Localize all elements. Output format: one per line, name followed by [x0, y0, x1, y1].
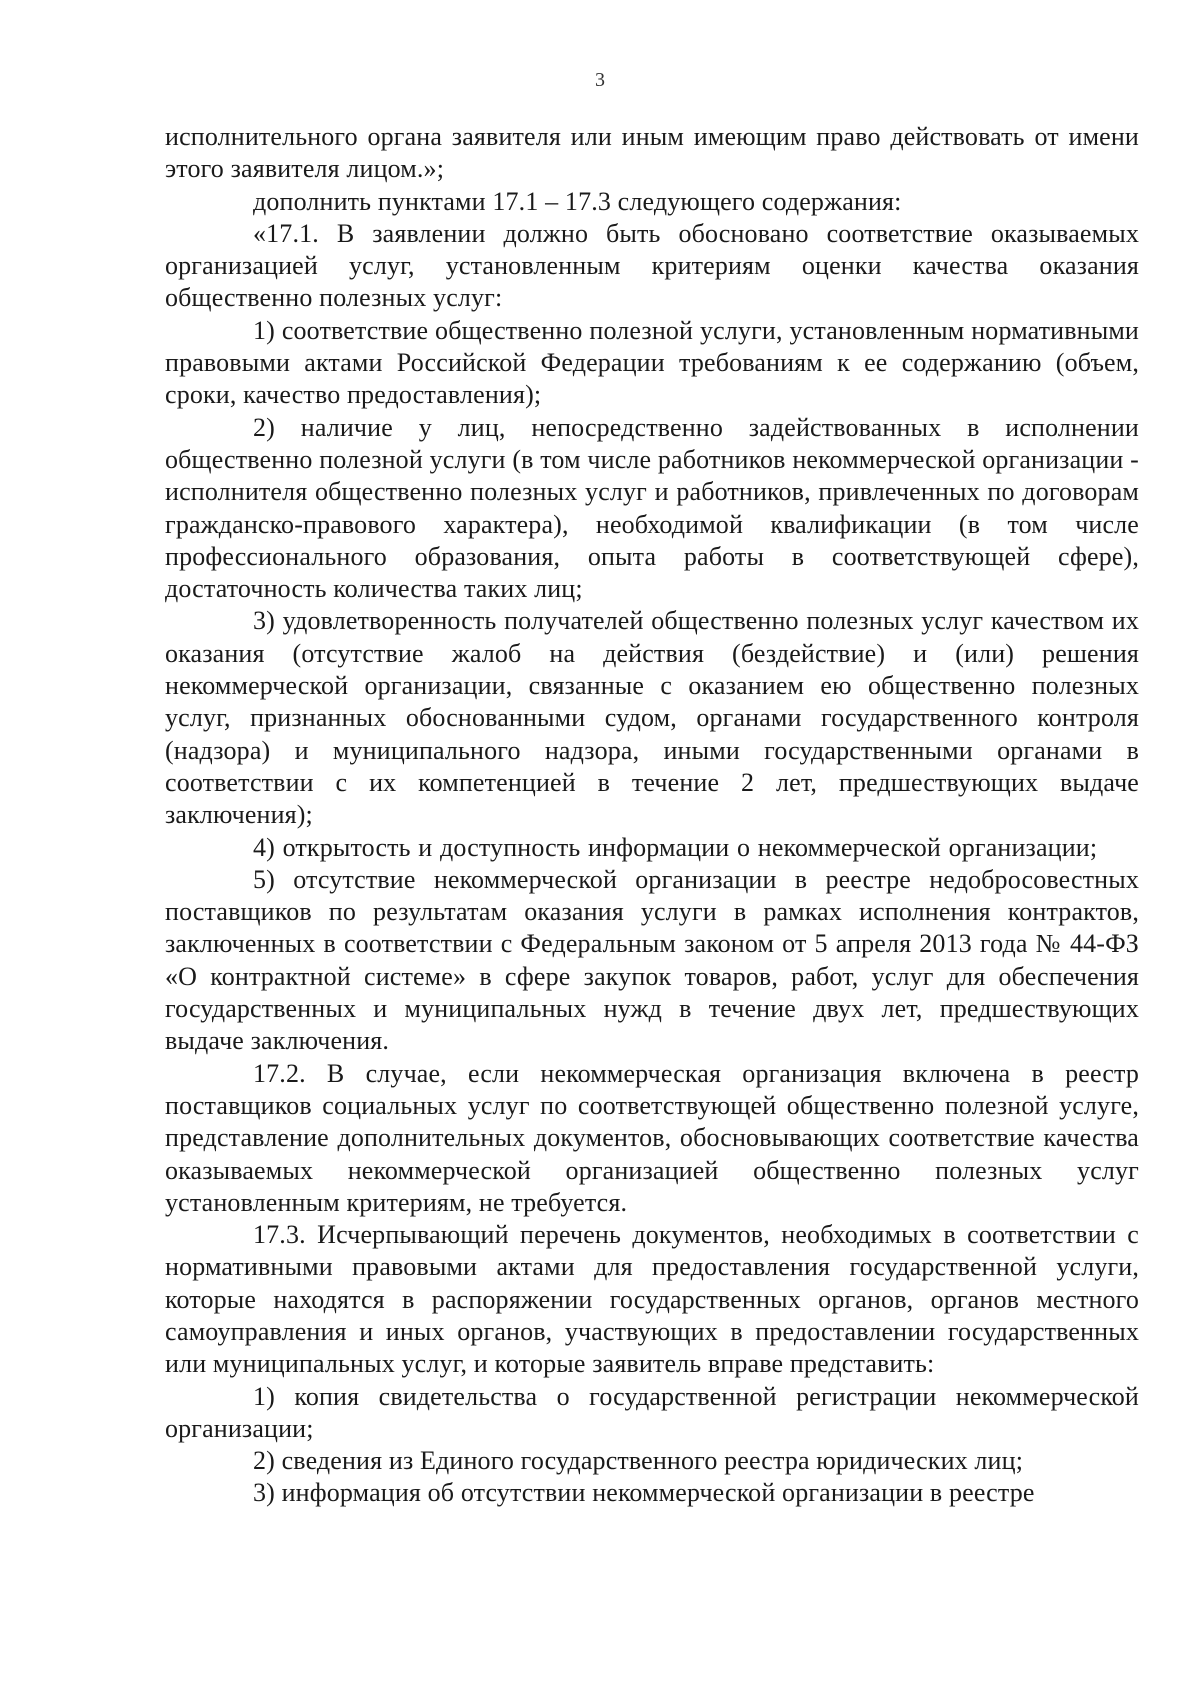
paragraph-continuation: исполнительного органа заявителя или иным имеющим право действовать от имени этого заявителя лицом.»;: [165, 122, 1139, 184]
paragraph-17-3: 17.3. Исчерпывающий перечень документов, необходимых в соответствии с нормативными правовыми актами для предоставления государственной услуги, которые находятся в распоряжении государственных органов, органов местного самоуправления и иных органов, участвующих в предоставлении государственных или муниципальных услуг, и которые заявитель вправе представить:: [165, 1220, 1139, 1379]
paragraph-17-1-item-4: 4) открытость и доступность информации о некоммерческой организации;: [253, 832, 1098, 862]
paragraph-17-1: «17.1. В заявлении должно быть обосновано соответствие оказываемых организацией услуг, установленным критериям оценки качества оказания общественно полезных услуг:: [165, 218, 1139, 313]
paragraph-17-3-item-2: 2) сведения из Единого государственного реестра юридических лиц;: [253, 1446, 1024, 1476]
page-number: 3: [595, 69, 605, 91]
paragraph-17-3-item-3: 3) информация об отсутствии некоммерческой организации в реестре: [253, 1478, 1035, 1508]
paragraph-17-1-item-3: 3) удовлетворенность получателей общественно полезных услуг качеством их оказания (отсутствие жалоб на действия (бездействие) и (или) решения некоммерческой организации, связанные с оказанием ею общественно полезных услуг, признанных обоснованными судом, органами государственного контроля (надзора) и муниципального надзора, иными государственными органами в соответствии с их компетенцией в течение 2 лет, предшествующих выдаче заключения);: [165, 606, 1139, 830]
paragraph-17-1-item-1: 1) соответствие общественно полезной услуги, установленным нормативными правовыми актами Российской Федерации требованиям к ее содержанию (объем, сроки, качество предоставления);: [165, 315, 1139, 410]
paragraph-17-1-item-2: 2) наличие у лиц, непосредственно задействованных в исполнении общественно полезной услуги (в том числе работников некоммерческой организации - исполнителя общественно полезных услуг и работников, привлеченных по договорам гражданско-правового характера), необходимой квалификации (в том числе профессионального образования, опыта работы в соответствующей сфере), достаточность количества таких лиц;: [165, 412, 1139, 604]
paragraph-17-3-item-1: 1) копия свидетельства о государственной регистрации некоммерческой организации;: [165, 1381, 1139, 1443]
paragraph-17-2: 17.2. В случае, если некоммерческая организация включена в реестр поставщиков социальных услуг по соответствующей общественно полезной услуге, представление дополнительных документов, обосновывающих соответствие качества оказываемых некоммерческой организацией общественно полезных услуг установленным критериям, не требуется.: [165, 1058, 1139, 1217]
document-body: [165, 121, 1139, 1510]
paragraph-amendment-intro: дополнить пунктами 17.1 – 17.3 следующего содержания:: [253, 186, 902, 216]
paragraph-17-1-item-5: 5) отсутствие некоммерческой организации в реестре недобросовестных поставщиков по результатам оказания услуги в рамках исполнения контрактов, заключенных в соответствии с Федеральным законом от 5 апреля 2013 года № 44-ФЗ «О контрактной системе» в сфере закупок товаров, работ, услуг для обеспечения государственных и муниципальных нужд в течение двух лет, предшествующих выдаче заключения.: [165, 864, 1139, 1056]
